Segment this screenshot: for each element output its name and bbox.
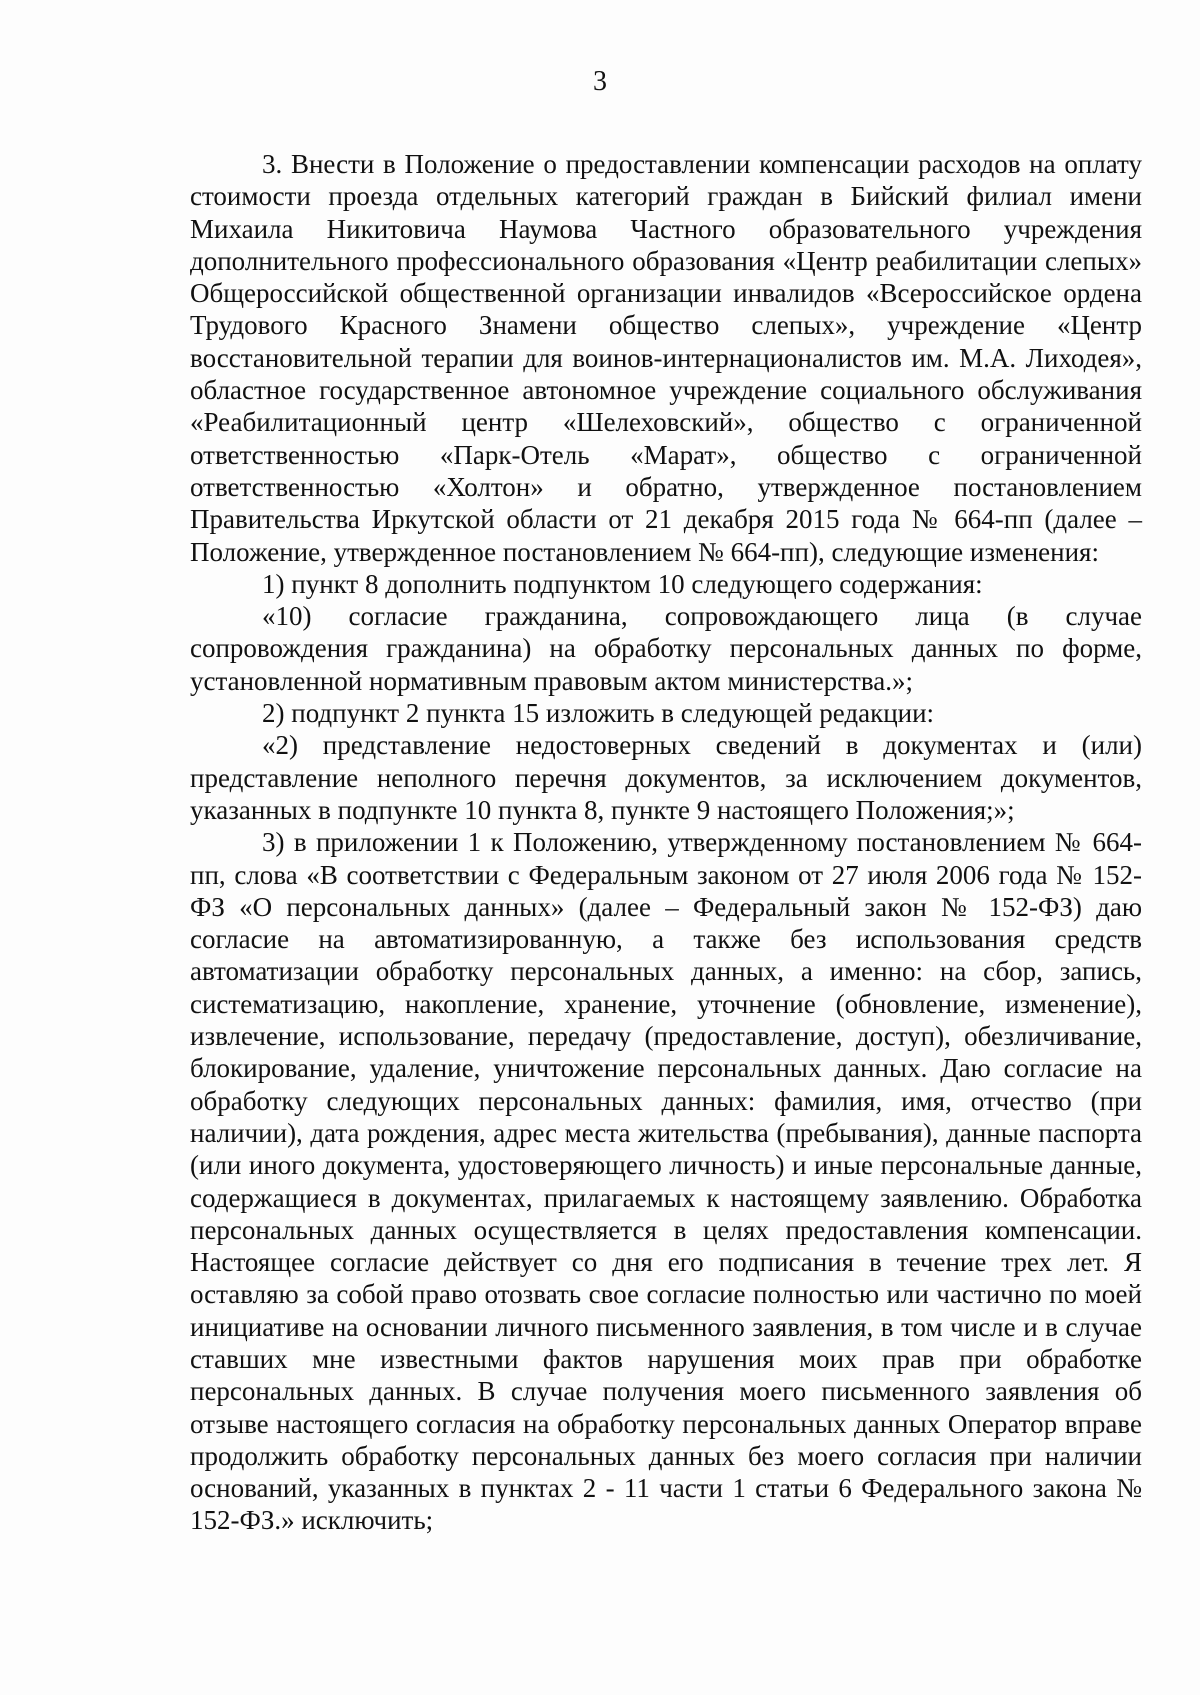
subitem-2: 2) подпункт 2 пункта 15 изложить в следующей редакции: [262,698,935,729]
subitem-1: 1) пункт 8 дополнить подпунктом 10 следующего содержания: [262,568,983,599]
document-body [190,148,1142,1537]
page-number: 3 [593,66,607,97]
subitem-3: 3) в приложении 1 к Положению, утвержденному постановлением № 664-пп, слова «В соответствии с Федеральным законом от 27 июля 2006 года № 152-ФЗ «О персональных данных» (далее – Федеральный закон № 152-ФЗ) даю согласие на автоматизированную, а также без использования средств автоматизации обработку персональных данных, а именно: на сбор, запись, систематизацию, накопление, хранение, уточнение (обновление, изменение), извлечение, использование, передачу (предоставление, доступ), обезличивание, блокирование, удаление, уничтожение персональных данных. Даю согласие на обработку следующих персональных данных: фамилия, имя, отчество (при наличии), дата рождения, адрес места жительства (пребывания), данные паспорта (или иного документа, удостоверяющего личность) и иные персональные данные, содержащиеся в документах, прилагаемых к настоящему заявлению. Обработка персональных данных осуществляется в целях предоставления компенсации. Настоящее согласие действует со дня его подписания в течение трех лет. Я оставляю за собой право отозвать свое согласие полностью или частично по моей инициативе на основании личного письменного заявления, в том числе и в случае ставших мне известными фактов нарушения моих прав при обработке персональных данных. В случае получения моего письменного заявления об отзыве настоящего согласия на обработку персональных данных Оператор вправе продолжить обработку персональных данных без моего согласия при наличии оснований, указанных в пунктах 2 - 11 части 1 статьи 6 Федерального закона № 152-ФЗ.» исключить; [190,827,1142,1536]
subitem-2-quote: «2) представление недостоверных сведений в документах и (или) представление неполного перечня документов, за исключением документов, указанных в подпункте 10 пункта 8, пункте 9 настоящего Положения;»; [190,730,1142,825]
subitem-1-quote: «10) согласие гражданина, сопровождающего лица (в случае сопровождения гражданина) на обработку персональных данных по форме, установленной нормативным правовым актом министерства.»; [190,601,1142,696]
paragraph-item-3: 3. Внести в Положение о предоставлении компенсации расходов на оплату стоимости проезда отдельных категорий граждан в Бийский филиал имени Михаила Никитовича Наумова Частного образовательного учреждения дополнительного профессионального образования «Центр реабилитации слепых» Общероссийской общественной организации инвалидов «Всероссийское ордена Трудового Красного Знамени общество слепых», учреждение «Центр восстановительной терапии для воинов-интернационалистов им. М.А. Лиходея», областное государственное автономное учреждение социального обслуживания «Реабилитационный центр «Шелеховский», общество с ограниченной ответственностью «Парк-Отель «Марат», общество с ограниченной ответственностью «Холтон» и обратно, утвержденное постановлением Правительства Иркутской области от 21 декабря 2015 года № 664-пп (далее – Положение, утвержденное постановлением № 664-пп), следующие изменения: [190,149,1142,567]
